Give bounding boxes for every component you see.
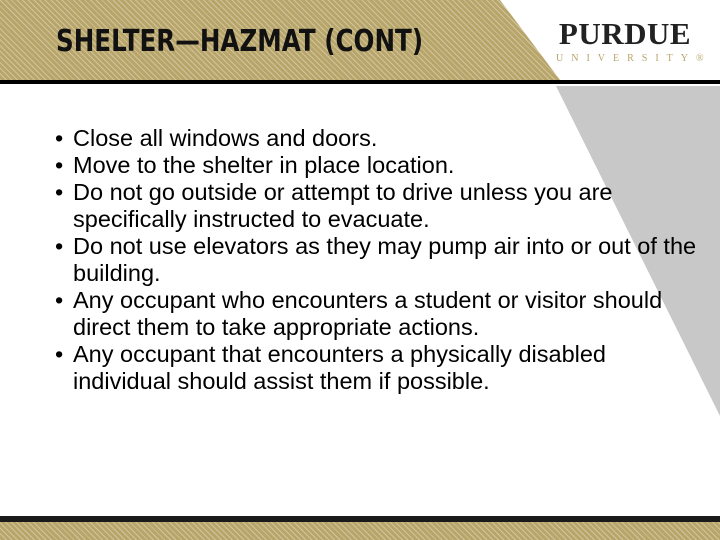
slide-title: SHELTER—HAZMAT (CONT) — [56, 24, 424, 59]
bullet-item: • Do not use elevators as they may pump air into or out of the building. — [54, 233, 704, 287]
slide-header — [0, 0, 720, 84]
bullet-item: • Close all windows and doors. — [54, 125, 704, 152]
bullet-item: • Move to the shelter in place location. — [54, 152, 704, 179]
purdue-logo — [552, 16, 712, 68]
bullet-item: • Any occupant that encounters a physically disabled individual should assist them if possible. — [54, 341, 704, 395]
bullet-item: • Any occupant who encounters a student or visitor should direct them to take appropriate actions. — [54, 287, 704, 341]
bullet-list — [54, 125, 704, 395]
logo-subtext: UNIVERSITY® — [556, 53, 712, 64]
logo-wordmark: PURDUE — [558, 16, 692, 51]
footer-gold-band — [0, 522, 720, 540]
bullet-item: • Do not go outside or attempt to drive unless you are specifically instructed to evacuate. — [54, 179, 704, 233]
header-divider — [0, 80, 720, 84]
